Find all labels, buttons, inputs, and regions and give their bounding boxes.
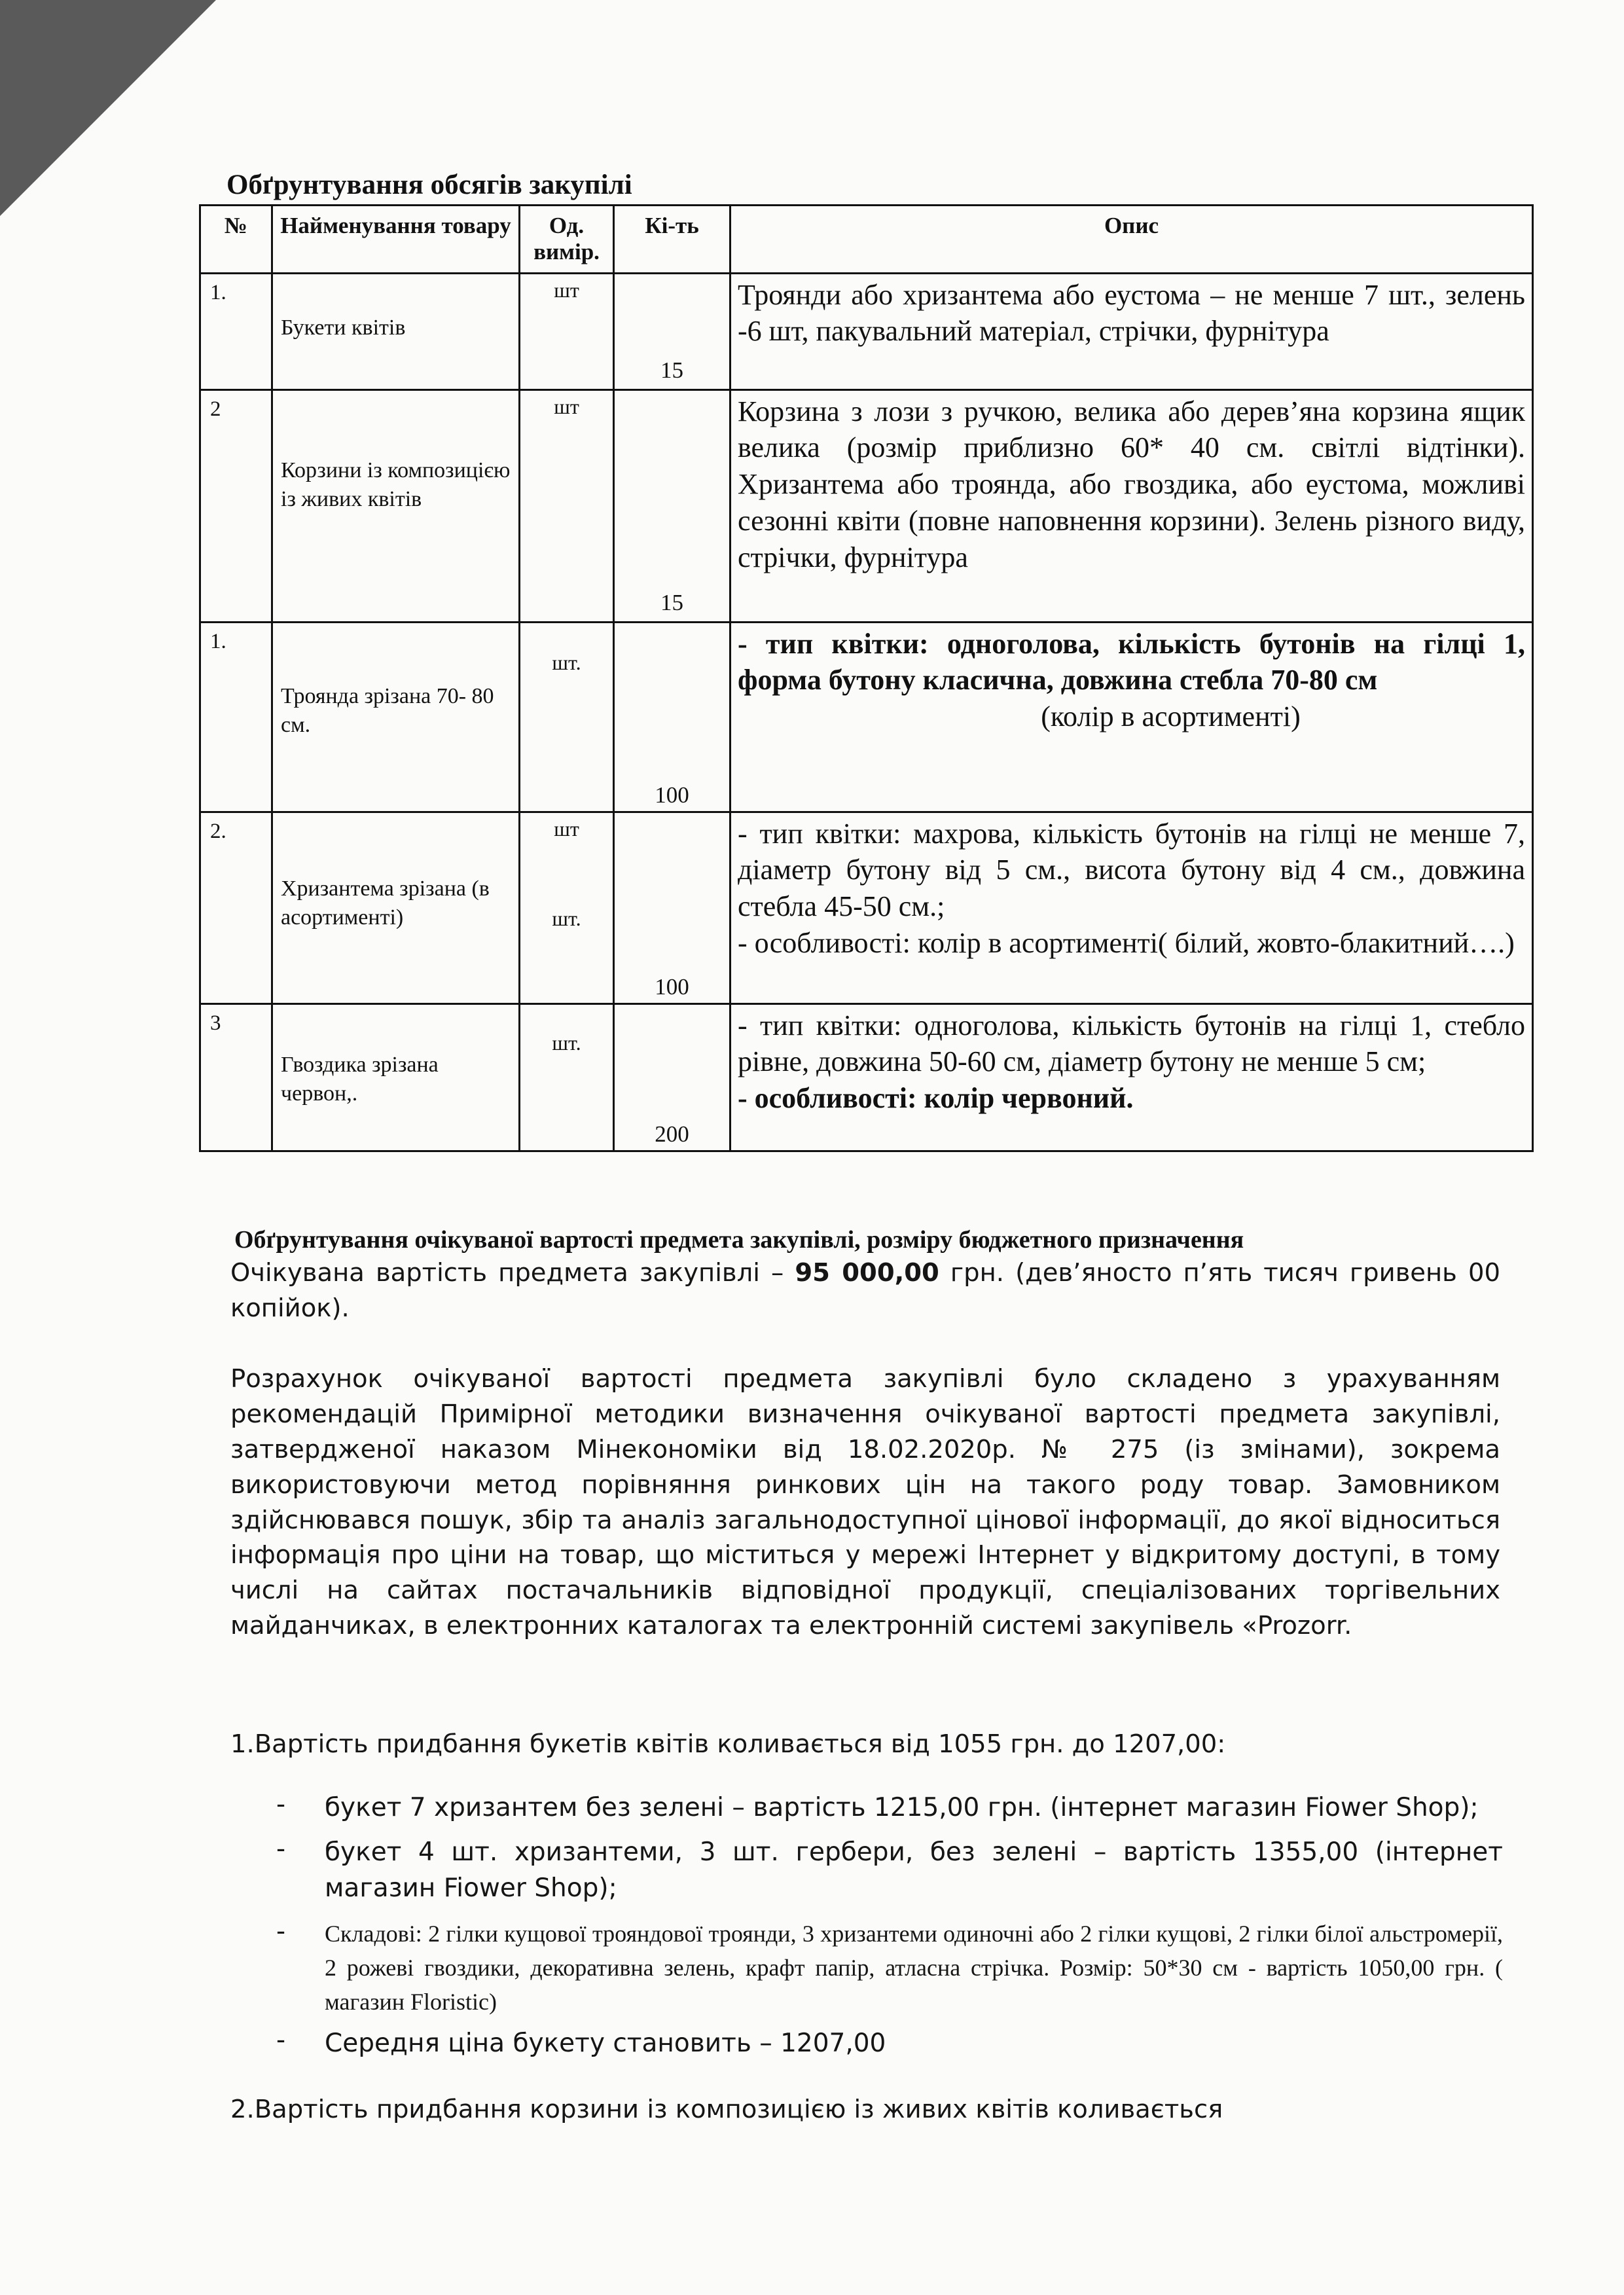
- point-1-heading: 1.Вартість придбання букетів квітів коливається від 1055 грн. до 1207,00:: [230, 1729, 1226, 1759]
- row-unit-text: шт: [554, 394, 579, 418]
- point-2-heading: 2.Вартість придбання корзини із композицією із живих квітів коливається: [230, 2095, 1223, 2124]
- bullet-item: Середня ціна букету становить – 1207,00: [325, 2029, 886, 2058]
- row-num: 2.: [200, 812, 272, 1003]
- procurement-table: [199, 204, 1534, 1152]
- row-unit: [520, 1003, 614, 1151]
- bullet-mark: -: [276, 1834, 286, 1864]
- header-num: №: [200, 206, 272, 274]
- row-name: [272, 1003, 520, 1151]
- expected-cost-amount: 95 000,00: [795, 1258, 939, 1288]
- row-name-text: Хризантема зрізана (в асортименті): [281, 876, 490, 930]
- calculation-paragraph: Розрахунок очікуваної вартості предмета закупівлі було складено з урахуванням рекомендацій Примірної методики визначення очікуваної вартості предмета закупівлі, затвердженої наказом Мінекономіки від 18.02.2020р. № 275 (із змінами), зокрема використовуючи метод порівняння ринкових цін на такого роду товар. Замовником здійснювався пошук, збір та аналіз загальнодоступної цінової інформації, до якої відноситься інформація про ціни на товар, що міститься у мережі Інтернет у відкритому доступі, в тому числі на сайтах постачальників відповідної продукції, спеціалізованих торгівельних майданчиках, в електронних каталогах та електронній системі закупівель «Prozorr.: [230, 1364, 1500, 1641]
- row-unit: [520, 622, 614, 812]
- expected-cost-paragraph: [230, 1256, 1500, 1326]
- row-num: 1.: [200, 273, 272, 389]
- bullet-mark: -: [276, 1790, 286, 1819]
- row-name: [272, 273, 520, 389]
- row-unit-text: шт.: [552, 1030, 581, 1055]
- section-title-cost: Обґрунтування очікуваної вартості предмета закупівлі, розміру бюджетного призначення: [234, 1226, 1244, 1254]
- row-num: 2: [200, 389, 272, 622]
- bullet-item: Складові: 2 гілки кущової трояндової троянди, 3 хризантеми одиночні або 2 гілки кущові, 2 гілки білої альстромерії, 2 рожеві гвоздики, декоративна зелень, крафт папір, атласна стрічка. Розмір: 50*30 см - вартість 1050,00 грн. ( магазин Floristic): [325, 1921, 1503, 2015]
- row-unit: [520, 812, 614, 1003]
- row-desc-main: - тип квітки: одноголова, кількість бутонів на гілці 1, стебло рівне, довжина 50-60 см, діаметр бутону не менше 5 см;: [738, 1009, 1525, 1078]
- row-desc-main: - тип квітки: махрова, кількість бутонів на гілці не менше 7, діаметр бутону від 5 см., висота бутону від 4 см., довжина стебла 45-50 см.;: [738, 817, 1525, 923]
- row-unit-text-2: шт.: [552, 906, 581, 930]
- header-qty: Кі-ть: [614, 206, 731, 274]
- row-desc-extra: (колір в асортименті): [1041, 700, 1301, 733]
- row-desc-main: - тип квітки: одноголова, кількість бутонів на гілці 1, форма бутону класична, довжина стебла 70-80 см: [738, 627, 1525, 696]
- row-name-text: Гвоздика зрізана червон,.: [281, 1052, 439, 1106]
- section-title-volumes: Обґрунтування обсягів закупілі: [226, 170, 632, 200]
- row-unit-text: шт.: [552, 650, 581, 674]
- row-qty-text: 15: [660, 589, 683, 615]
- table-row: [200, 273, 1533, 389]
- row-desc: Троянди або хризантема або еустома – не менше 7 шт., зелень -6 шт, пакувальний матеріал, стрічки, фурнітура: [731, 273, 1533, 389]
- scan-fold-corner: [0, 0, 216, 216]
- bullet-mark: -: [276, 2025, 286, 2055]
- row-qty: [614, 812, 731, 1003]
- row-name: [272, 389, 520, 622]
- row-desc-extra: - особливості: колір червоний.: [738, 1082, 1134, 1115]
- row-qty: [614, 389, 731, 622]
- row-name-text: Троянда зрізана 70- 80 см.: [281, 683, 494, 737]
- row-desc-extra: - особливості: колір в асортименті( білий, жовто-блакитний….): [738, 927, 1515, 960]
- row-name: [272, 812, 520, 1003]
- row-name-text: Букети квітів: [281, 315, 406, 340]
- row-num: 1.: [200, 622, 272, 812]
- table-header-row: [200, 206, 1533, 274]
- row-desc: [731, 622, 1533, 812]
- row-qty-text: 15: [660, 357, 683, 383]
- row-desc: [731, 1003, 1533, 1151]
- row-unit: [520, 389, 614, 622]
- bullet-mark: -: [276, 1917, 286, 1946]
- row-qty: [614, 273, 731, 389]
- row-unit-text: шт: [554, 278, 579, 302]
- bullet-item: букет 4 шт. хризантеми, 3 шт. гербери, без зелені – вартість 1355,00 (інтернет магазин Fiower Shop);: [325, 1837, 1503, 1904]
- row-qty: [614, 622, 731, 812]
- row-qty-text: 200: [655, 1121, 689, 1147]
- row-unit: [520, 273, 614, 389]
- table-row: [200, 1003, 1533, 1151]
- row-qty: [614, 1003, 731, 1151]
- table-row: [200, 622, 1533, 812]
- row-name-text: Корзини із композицією із живих квітів: [281, 458, 511, 511]
- expected-cost-suffix: грн. (дев’яносто п’ять тисяч гривень 00 копійок).: [230, 1258, 1500, 1323]
- row-qty-text: 100: [655, 782, 689, 808]
- row-num: 3: [200, 1003, 272, 1151]
- row-desc: [731, 812, 1533, 1003]
- header-name: Найменування товару: [272, 206, 520, 274]
- header-desc: Опис: [731, 206, 1533, 274]
- table-row: [200, 812, 1533, 1003]
- row-unit-text: шт: [554, 816, 579, 840]
- row-qty-text: 100: [655, 973, 689, 1000]
- expected-cost-prefix: Очікувана вартість предмета закупівлі –: [230, 1258, 784, 1288]
- row-name: [272, 622, 520, 812]
- bullet-item: букет 7 хризантем без зелені – вартість 1215,00 грн. (інтернет магазин Fiower Shop);: [325, 1793, 1479, 1822]
- header-unit: Од. вимір.: [520, 206, 614, 274]
- table-row: [200, 389, 1533, 622]
- row-desc: Корзина з лози з ручкою, велика або дерев’яна корзина ящик велика (розмір приблизно 60* 40 см. світлі відтінки). Хризантема або троянда, або гвоздика, або еустома, можливі сезонні квіти (повне наповнення корзини). Зелень різного виду, стрічки, фурнітура: [731, 389, 1533, 622]
